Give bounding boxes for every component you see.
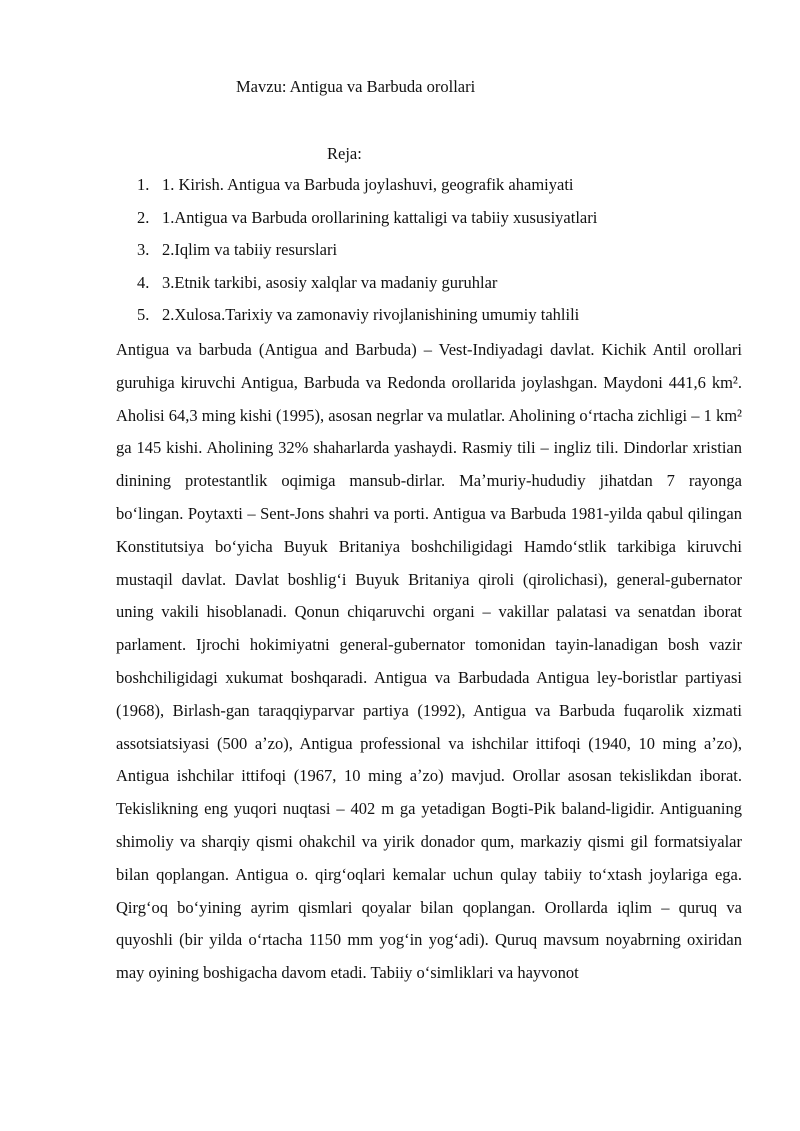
plan-item [137, 207, 597, 240]
plan-item-text: 1. Kirish. Antigua va Barbuda joylashuvi, geografik ahamiyati [162, 175, 574, 194]
plan-heading: Reja: [327, 144, 362, 163]
plan-item-number: 4. [137, 272, 150, 292]
plan-item-number: 2. [137, 207, 150, 227]
plan-item-number: 1. [137, 175, 150, 194]
plan-item-number: 5. [137, 305, 150, 324]
plan-item-text: 2.Iqlim va tabiiy resurslari [162, 240, 338, 259]
plan-item-text: 2.Xulosa.Tarixiy va zamonaviy rivojlanishining umumiy tahlili [162, 305, 580, 324]
plan-item [137, 304, 597, 337]
plan-list [137, 174, 597, 337]
plan-item-text: 1.Antigua va Barbuda orollarining kattaligi va tabiiy xususiyatlari [162, 207, 598, 227]
plan-item [137, 174, 597, 207]
plan-item [137, 272, 597, 305]
plan-item-text: 3.Etnik tarkibi, asosiy xalqlar va madaniy guruhlar [162, 272, 498, 292]
plan-item [137, 239, 597, 272]
plan-item-number: 3. [137, 240, 150, 259]
document-title: Mavzu: Antigua va Barbuda orollari [236, 77, 476, 96]
body-paragraph: Antigua va barbuda (Antigua and Barbuda) – Vest-Indiyadagi davlat. Kichik Antil orollari guruhiga kiruvchi Antigua, Barbuda va Redonda orollarida joylashgan. Maydoni 441,6 km². Aholisi 64,3 ming kishi (1995), asosan negrlar va mulatlar. Aholining oʻrtacha zichligi – 1 km² ga 145 kishi. Aholining 32% shaharlarda yashaydi. Rasmiy tili – ingliz tili. Dindorlar xristian dinining protestantlik oqimiga mansub-dirlar. Maʼmuriy-hududiy jihatdan 7 rayonga boʻlingan. Poytaxti – Sent-Jons shahri va porti. Antigua va Barbuda 1981-yilda qabul qilingan Konstitutsiya boʻyicha Buyuk Britaniya boshchiligidagi Hamdoʻstlik tarkibiga kiruvchi mustaqil davlat. Davlat boshligʻi Buyuk Britaniya qiroli (qirolichasi), general-gubernator uning vakili hisoblanadi. Qonun chiqaruvchi organi – vakillar palatasi va senatdan iborat parlament. Ijrochi hokimiyatni general-gubernator tomonidan tayin-lanadigan bosh vazir boshchiligidagi xukumat boshqaradi. Antigua va Barbudada Antigua ley-boristlar partiyasi (1968), Birlash-gan taraqqiyparvar partiya (1992), Antigua va Barbuda fuqarolik xizmati assotsiatsiyasi (500 aʼzo), Antigua professional va ishchilar ittifoqi (1940, 10 ming aʼzo), Antigua ishchilar ittifoqi (1967, 10 ming aʼzo) mavjud. Orollar asosan tekislikdan iborat. Tekislikning eng yuqori nuqtasi – 402 m ga yetadigan Bogti-Pik baland-ligidir. Antiguaning shimoliy va sharqiy qismi ohakchil va yirik donador qum, markaziy qismi gil formatsiyalar bilan qoplangan. Antigua o. qirgʻoqlari kemalar uchun qulay tabiiy toʻxtash joylariga ega. Qirgʻoq boʻyining ayrim qismlari qoyalar bilan qoplangan. Orollarda iqlim – quruq va quyoshli (bir yilda oʻrtacha 1150 mm yogʻin yogʻadi). Quruq mavsum noyabrning oxiridan may oyining boshigacha davom etadi. Tabiiy oʻsimliklari va hayvonot [116, 340, 742, 983]
